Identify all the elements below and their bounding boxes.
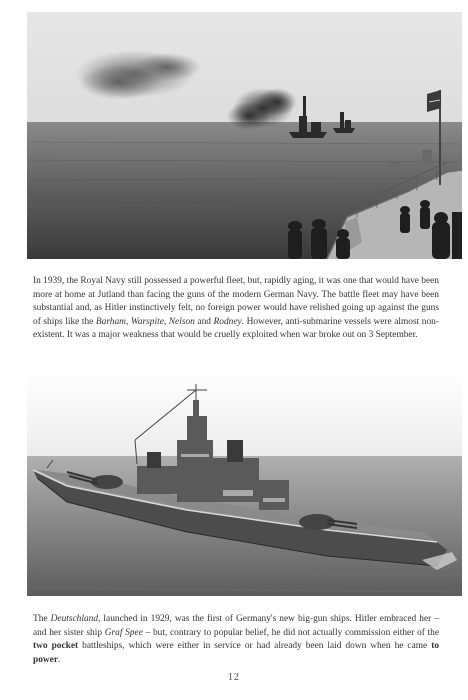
photo-deutschland-ship (27, 370, 462, 596)
caption-deutschland: The Deutschland, launched in 1929, was the first of Germany's new big-gun ships. Hitler embraced her – and her sister ship Graf Spee – but, contrary to popular belief, he did not actually commission either of the two pocket battleships, which were either in service or had already been laid down when he came to power. (33, 614, 440, 665)
photo-royal-navy-fleet (27, 12, 462, 259)
page-number: 12 (228, 672, 240, 683)
caption-royal-navy: In 1939, the Royal Navy still possessed a powerful fleet, but, rapidly aging, it was one that would have been more at home at Jutland than facing the guns of the modern German Navy. The battle fleet may have been substantial and, as Hitler instinctively felt, no foreign power would have relished going up against the guns of ships like the Barham, Warspite, Nelson and Rodney. However, anti-submarine vessels were almost non-existent. It was a major weakness that would be cruelly exploited when war broke out on 3 September. (33, 276, 439, 341)
